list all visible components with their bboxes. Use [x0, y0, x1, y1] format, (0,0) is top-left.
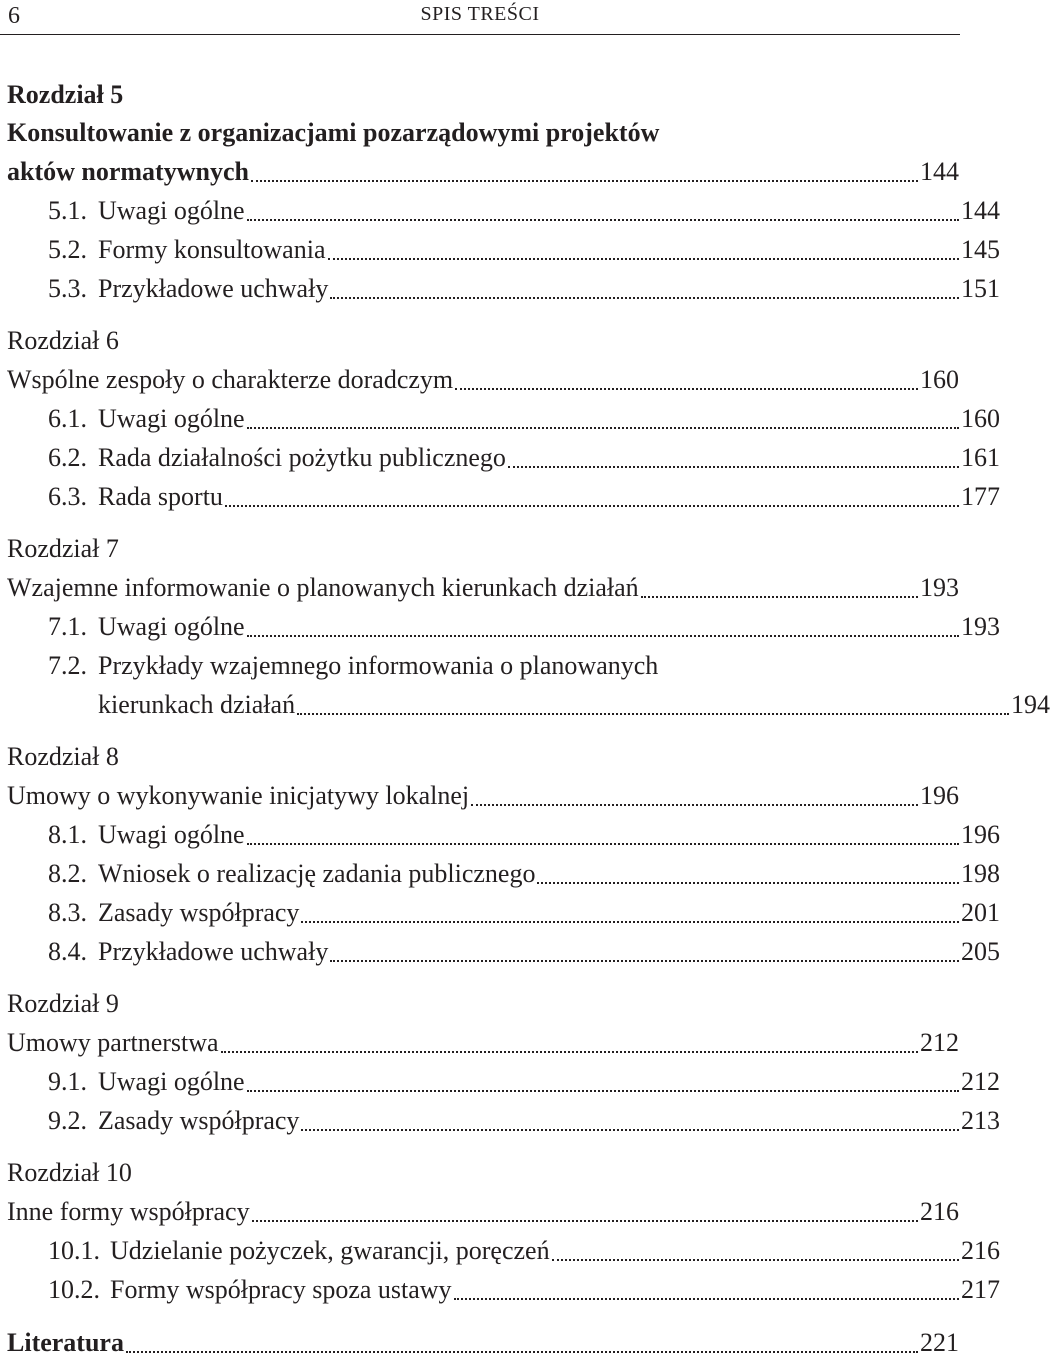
- chapter-label: Rozdział 9: [7, 989, 119, 1018]
- section-title-continued: kierunkach działań: [98, 690, 296, 719]
- page-ref: 151: [961, 274, 1000, 303]
- dot-leader: [454, 1297, 959, 1300]
- toc-chapter-10: [0, 1154, 1000, 1309]
- section-number: 6.1.: [48, 404, 87, 433]
- section-title: Uwagi ogólne: [98, 820, 245, 849]
- page-ref: 196: [961, 820, 1000, 849]
- page-ref: 221: [920, 1328, 959, 1357]
- chapter-title: Umowy o wykonywanie inicjatywy lokalnej: [7, 781, 470, 810]
- section-number: 9.1.: [48, 1067, 87, 1096]
- page-ref: 216: [961, 1236, 1000, 1265]
- dot-leader: [471, 803, 918, 806]
- dot-leader: [330, 296, 959, 299]
- dot-leader: [455, 387, 918, 390]
- dot-leader: [126, 1350, 918, 1353]
- dot-leader: [301, 1128, 959, 1131]
- toc-entry-chapter-6[interactable]: [0, 360, 959, 399]
- toc-entry-5-3[interactable]: [0, 269, 1000, 308]
- toc-entry-8-1[interactable]: [0, 815, 1000, 854]
- section-title: Przykładowe uchwały: [98, 937, 329, 966]
- section-number: 5.2.: [48, 235, 87, 264]
- toc-chapter-6: [0, 322, 1000, 516]
- section-title: Uwagi ogólne: [98, 612, 245, 641]
- dot-leader: [221, 1050, 918, 1053]
- toc-entry-7-2-line1[interactable]: [0, 646, 960, 685]
- table-of-contents: [0, 76, 1050, 1362]
- section-number: 8.4.: [48, 937, 87, 966]
- toc-entry-chapter-8[interactable]: [0, 776, 959, 815]
- page-ref: 144: [920, 157, 959, 186]
- toc-entry-7-1[interactable]: [0, 607, 1000, 646]
- dot-leader: [247, 1089, 959, 1092]
- page-ref: 212: [961, 1067, 1000, 1096]
- chapter-label: Rozdział 7: [7, 534, 119, 563]
- toc-entry-bibliography[interactable]: [0, 1323, 959, 1362]
- section-number: 7.2.: [48, 651, 87, 680]
- section-title: Udzielanie pożyczek, gwarancji, poręczeń: [110, 1236, 550, 1265]
- page-ref: 161: [961, 443, 1000, 472]
- page-ref: 193: [961, 612, 1000, 641]
- running-head: SPIS TREŚCI: [420, 3, 540, 25]
- page-ref: 205: [961, 937, 1000, 966]
- toc-entry-6-3[interactable]: [0, 477, 1000, 516]
- chapter-title-line: Konsultowanie z organizacjami pozarządowymi projektów: [7, 118, 660, 147]
- page-header: [0, 0, 960, 35]
- section-title: Rada działalności pożytku publicznego: [98, 443, 506, 472]
- section-title: Uwagi ogólne: [98, 1067, 245, 1096]
- toc-entry-chapter-10[interactable]: [0, 1192, 959, 1231]
- dot-leader: [641, 595, 918, 598]
- toc-entry-10-2[interactable]: [0, 1270, 1000, 1309]
- toc-entry-8-4[interactable]: [0, 932, 1000, 971]
- bibliography-title: Literatura: [7, 1328, 124, 1357]
- chapter-title: Wzajemne informowanie o planowanych kierunkach działań: [7, 573, 639, 602]
- page-number: 6: [8, 3, 20, 29]
- toc-entry-9-2[interactable]: [0, 1101, 1000, 1140]
- chapter-title: aktów normatywnych: [7, 157, 249, 186]
- dot-leader: [225, 504, 959, 507]
- section-number: 9.2.: [48, 1106, 87, 1135]
- section-number: 5.3.: [48, 274, 87, 303]
- page-ref: 160: [961, 404, 1000, 433]
- page-ref: 160: [920, 365, 959, 394]
- section-title: Uwagi ogólne: [98, 404, 245, 433]
- page-ref: 212: [920, 1028, 959, 1057]
- toc-entry-5-1[interactable]: [0, 191, 1000, 230]
- section-number: 5.1.: [48, 196, 87, 225]
- toc-entry-chapter-7[interactable]: [0, 568, 959, 607]
- toc-chapter-8: [0, 738, 1000, 971]
- section-title: Uwagi ogólne: [98, 196, 245, 225]
- dot-leader: [247, 634, 959, 637]
- page-ref: 216: [920, 1197, 959, 1226]
- chapter-label: Rozdział 6: [7, 326, 119, 355]
- chapter-title: Umowy partnerstwa: [7, 1028, 219, 1057]
- chapter-title: Inne formy współpracy: [7, 1197, 250, 1226]
- chapter-label: Rozdział 8: [7, 742, 119, 771]
- dot-leader: [247, 426, 959, 429]
- chapter-label: Rozdział 10: [7, 1158, 132, 1187]
- dot-leader: [247, 218, 959, 221]
- section-title: Przykłady wzajemnego informowania o planowanych: [98, 651, 659, 680]
- toc-entry-6-2[interactable]: [0, 438, 1000, 477]
- toc-entry-6-1[interactable]: [0, 399, 1000, 438]
- dot-leader: [251, 179, 918, 182]
- chapter-label: Rozdział 5: [7, 80, 124, 109]
- toc-entry-8-2[interactable]: [0, 854, 1000, 893]
- section-title: Formy współpracy spoza ustawy: [110, 1275, 452, 1304]
- page-ref: 201: [961, 898, 1000, 927]
- dot-leader: [537, 881, 959, 884]
- section-number: 8.2.: [48, 859, 87, 888]
- section-title: Wniosek o realizację zadania publicznego: [98, 859, 536, 888]
- toc-entry-8-3[interactable]: [0, 893, 1000, 932]
- section-title: Zasady współpracy: [98, 1106, 300, 1135]
- section-number: 8.1.: [48, 820, 87, 849]
- toc-chapter-5: [0, 76, 1000, 308]
- toc-entry-9-1[interactable]: [0, 1062, 1000, 1101]
- page-ref: 144: [961, 196, 1000, 225]
- toc-chapter-7: [0, 530, 1050, 724]
- toc-entry-chapter-5[interactable]: [0, 152, 959, 191]
- toc-chapter-9: [0, 985, 1000, 1140]
- section-title: Formy konsultowania: [98, 235, 326, 264]
- dot-leader: [330, 959, 959, 962]
- dot-leader: [552, 1258, 959, 1261]
- page-ref: 145: [961, 235, 1000, 264]
- section-number: 10.2.: [48, 1275, 100, 1304]
- section-number: 8.3.: [48, 898, 87, 927]
- dot-leader: [297, 712, 1009, 715]
- section-number: 6.3.: [48, 482, 87, 511]
- page-ref: 198: [961, 859, 1000, 888]
- toc-entry-5-2[interactable]: [0, 230, 1000, 269]
- section-number: 7.1.: [48, 612, 87, 641]
- page-ref: 177: [961, 482, 1000, 511]
- dot-leader: [508, 465, 959, 468]
- dot-leader: [301, 920, 959, 923]
- section-number: 6.2.: [48, 443, 87, 472]
- page-ref: 194: [1011, 690, 1050, 719]
- section-number: 10.1.: [48, 1236, 100, 1265]
- section-title: Zasady współpracy: [98, 898, 300, 927]
- dot-leader: [328, 257, 960, 260]
- toc-entry-7-2[interactable]: [0, 685, 1050, 724]
- page-ref: 193: [920, 573, 959, 602]
- page-ref: 217: [961, 1275, 1000, 1304]
- toc-entry-chapter-9[interactable]: [0, 1023, 959, 1062]
- page-ref: 213: [961, 1106, 1000, 1135]
- chapter-title: Wspólne zespoły o charakterze doradczym: [7, 365, 454, 394]
- dot-leader: [252, 1219, 918, 1222]
- section-title: Przykładowe uchwały: [98, 274, 329, 303]
- dot-leader: [247, 842, 959, 845]
- toc-entry-10-1[interactable]: [0, 1231, 1000, 1270]
- section-title: Rada sportu: [98, 482, 223, 511]
- page-ref: 196: [920, 781, 959, 810]
